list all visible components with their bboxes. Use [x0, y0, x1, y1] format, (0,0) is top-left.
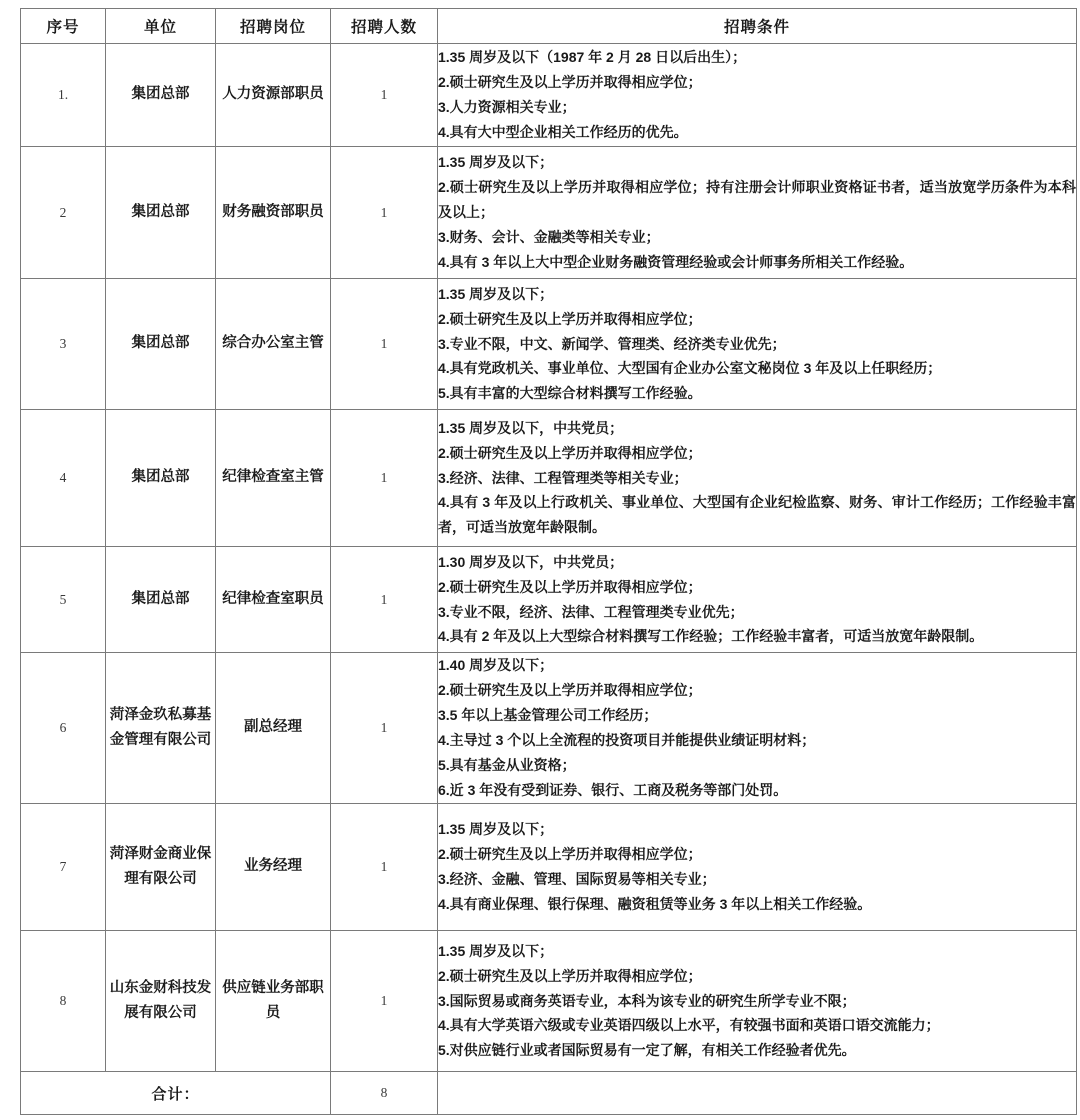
row-conditions — [438, 279, 1077, 410]
condition-line: 3.专业不限，经济、法律、工程管理类专业优先； — [438, 603, 744, 620]
condition-line: 5.对供应链行业或者国际贸易有一定了解，有相关工作经验者优先。 — [438, 1042, 856, 1059]
row-conditions — [438, 931, 1077, 1072]
row-number: 4 — [21, 410, 106, 547]
condition-line: 2.硕士研究生及以上学历并取得相应学位； — [438, 682, 702, 699]
row-unit: 菏泽财金商业保理有限公司 — [106, 804, 216, 931]
condition-line: 3.人力资源相关专业； — [438, 99, 576, 115]
total-row — [21, 1072, 1077, 1115]
header-cell-unit: 单位 — [106, 9, 216, 44]
condition-line: 3.经济、金融、管理、国际贸易等相关专业； — [438, 871, 716, 887]
row-count: 1 — [331, 44, 438, 147]
condition-line: 2.硕士研究生及以上学历并取得相应学位； — [438, 967, 702, 984]
table-body — [21, 44, 1077, 1072]
table-row — [21, 279, 1077, 410]
table-row — [21, 653, 1077, 804]
row-post: 纪律检查室主管 — [216, 410, 331, 547]
row-conditions — [438, 147, 1077, 279]
row-number: 8 — [21, 931, 106, 1072]
table-row — [21, 931, 1077, 1072]
row-number: 3 — [21, 279, 106, 410]
condition-line: 2.硕士研究生及以上学历并取得相应学位； — [438, 74, 702, 91]
row-count: 1 — [331, 547, 438, 653]
row-unit: 集团总部 — [106, 147, 216, 279]
condition-line: 2.硕士研究生及以上学历并取得相应学位；持有注册会计师职业资格证书者，适当放宽学历条件为本科及以上； — [438, 179, 1076, 221]
condition-line: 2.硕士研究生及以上学历并取得相应学位； — [438, 444, 702, 461]
total-count: 8 — [331, 1072, 438, 1115]
row-count: 1 — [331, 804, 438, 931]
condition-line: 3.国际贸易或商务英语专业，本科为该专业的研究生所学专业不限； — [438, 992, 856, 1009]
row-post: 供应链业务部职员 — [216, 931, 331, 1072]
row-number: 1. — [21, 44, 106, 147]
header-cell-conditions: 招聘条件 — [438, 9, 1077, 44]
header-cell-no: 序号 — [21, 9, 106, 44]
condition-line: 2.硕士研究生及以上学历并取得相应学位； — [438, 846, 702, 863]
condition-line: 3.财务、会计、金融类等相关专业； — [438, 228, 660, 245]
row-unit: 菏泽金玖私募基金管理有限公司 — [106, 653, 216, 804]
header-cell-count: 招聘人数 — [331, 9, 438, 44]
condition-line: 4.主导过 3 个以上全流程的投资项目并能提供业绩证明材料； — [438, 732, 816, 748]
header-cell-post: 招聘岗位 — [216, 9, 331, 44]
condition-line: 3.经济、法律、工程管理类等相关专业； — [438, 469, 688, 486]
row-post: 业务经理 — [216, 804, 331, 931]
condition-line: 1.30 周岁及以下，中共党员； — [438, 553, 624, 570]
condition-line: 5.具有丰富的大型综合材料撰写工作经验。 — [438, 385, 702, 402]
condition-line: 4.具有 2 年及以上大型综合材料撰写工作经验；工作经验丰富者，可适当放宽年龄限制。 — [438, 628, 984, 645]
condition-line: 6.近 3 年没有受到证券、银行、工商及税务等部门处罚。 — [438, 781, 788, 798]
row-number: 7 — [21, 804, 106, 931]
row-conditions — [438, 653, 1077, 804]
condition-line: 4.具有 3 年以上大中型企业财务融资管理经验或会计师事务所相关工作经验。 — [438, 253, 914, 270]
condition-line: 4.具有 3 年及以上行政机关、事业单位、大型国有企业纪检监察、财务、审计工作经历；工作经验丰富者，可适当放宽年龄限制。 — [438, 494, 1076, 536]
table-row — [21, 547, 1077, 653]
condition-line: 4.具有大学英语六级或专业英语四级以上水平，有较强书面和英语口语交流能力； — [438, 1017, 940, 1034]
header-row — [21, 9, 1077, 44]
row-unit: 集团总部 — [106, 547, 216, 653]
row-count: 1 — [331, 653, 438, 804]
table-row — [21, 147, 1077, 279]
row-number: 6 — [21, 653, 106, 804]
condition-line: 1.35 周岁及以下； — [438, 821, 554, 838]
condition-line: 1.35 周岁及以下（1987 年 2 月 28 日以后出生）； — [438, 49, 747, 66]
row-number: 5 — [21, 547, 106, 653]
total-label: 合计： — [21, 1072, 331, 1115]
row-count: 1 — [331, 279, 438, 410]
row-count: 1 — [331, 931, 438, 1072]
condition-line: 1.35 周岁及以下； — [438, 154, 554, 171]
condition-line: 1.35 周岁及以下； — [438, 942, 554, 959]
row-unit: 集团总部 — [106, 279, 216, 410]
table-footer — [21, 1072, 1077, 1115]
row-conditions — [438, 547, 1077, 653]
row-conditions — [438, 804, 1077, 931]
condition-line: 3.5 年以上基金管理公司工作经历； — [438, 707, 658, 724]
condition-line: 1.35 周岁及以下，中共党员； — [438, 419, 624, 436]
row-unit: 集团总部 — [106, 410, 216, 547]
row-count: 1 — [331, 147, 438, 279]
condition-line: 4.具有大中型企业相关工作经历的优先。 — [438, 123, 688, 140]
row-post: 纪律检查室职员 — [216, 547, 331, 653]
row-count: 1 — [331, 410, 438, 547]
row-unit: 山东金财科技发展有限公司 — [106, 931, 216, 1072]
condition-line: 4.具有商业保理、银行保理、融资租赁等业务 3 年以上相关工作经验。 — [438, 895, 872, 912]
condition-line: 3.专业不限，中文、新闻学、管理类、经济类专业优先； — [438, 335, 786, 352]
condition-line: 1.35 周岁及以下； — [438, 285, 554, 302]
row-post: 副总经理 — [216, 653, 331, 804]
recruitment-table — [20, 8, 1077, 1115]
row-conditions — [438, 44, 1077, 147]
row-unit: 集团总部 — [106, 44, 216, 147]
condition-line: 4.具有党政机关、事业单位、大型国有企业办公室文秘岗位 3 年及以上任职经历； — [438, 360, 942, 377]
row-conditions — [438, 410, 1077, 547]
condition-line: 2.硕士研究生及以上学历并取得相应学位； — [438, 310, 702, 327]
total-blank-cell — [438, 1072, 1077, 1115]
row-post: 财务融资部职员 — [216, 147, 331, 279]
condition-line: 2.硕士研究生及以上学历并取得相应学位； — [438, 578, 702, 595]
table-row — [21, 804, 1077, 931]
row-post: 人力资源部职员 — [216, 44, 331, 147]
row-number: 2 — [21, 147, 106, 279]
table-row — [21, 44, 1077, 147]
table-header — [21, 9, 1077, 44]
condition-line: 5.具有基金从业资格； — [438, 756, 576, 773]
row-post: 综合办公室主管 — [216, 279, 331, 410]
condition-line: 1.40 周岁及以下； — [438, 657, 554, 674]
table-row — [21, 410, 1077, 547]
